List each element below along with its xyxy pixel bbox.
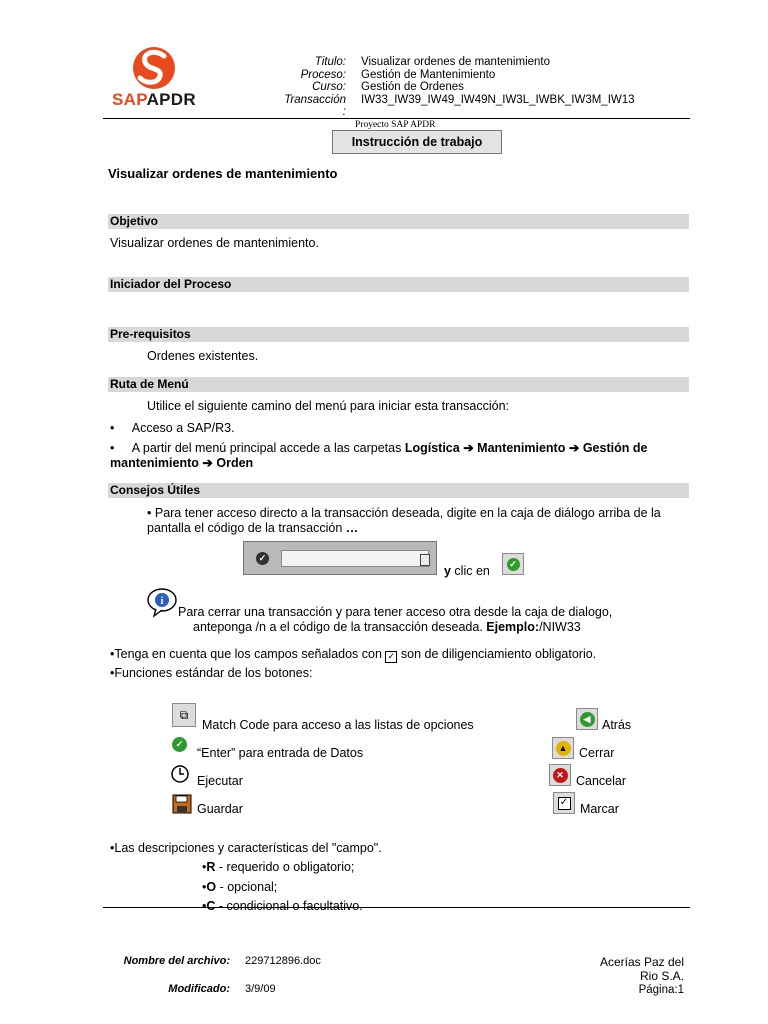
info-line-2: anteponga /n a el código de la transacción deseada. Ejemplo:/NIW33 (193, 620, 581, 634)
info-line-1: Para cerrar una transacción y para tener acceso otra desde la caja de dialogo, (178, 605, 613, 619)
enter-check-icon[interactable]: ✓ (172, 737, 190, 755)
guardar-label: Guardar (197, 802, 243, 816)
section-ruta-heading: Ruta de Menú (108, 377, 689, 392)
section-consejos-heading: Consejos Útiles (108, 483, 689, 498)
campo-o: •O - opcional; (202, 880, 278, 894)
back-arrow-icon[interactable]: ◀ (576, 708, 598, 730)
cancel-x-icon[interactable]: ✕ (549, 764, 571, 786)
company-name: Acerías Paz del Rio S.A. Página:1 (560, 955, 684, 997)
ruta-bullet-1: • Acceso a SAP/R3. (110, 421, 235, 435)
footer-rule (103, 907, 690, 908)
command-field[interactable] (243, 541, 437, 575)
command-input[interactable] (281, 550, 429, 567)
clic-en-text: y clic en (444, 564, 490, 578)
save-disk-icon[interactable] (172, 794, 192, 814)
section-objetivo-heading: Objetivo (108, 214, 689, 229)
campos-intro: •Las descripciones y características del "campo". (110, 841, 382, 855)
check-icon: ✓ (507, 558, 520, 571)
ruta-intro: Utilice el siguiente camino del menú para iniciar esta transacción: (147, 399, 509, 413)
info-bubble-icon (146, 588, 180, 618)
matchcode-label: Match Code para acceso a las listas de opciones (202, 718, 474, 732)
campo-c: •C - condicional o facultativo. (202, 899, 363, 913)
archivo-label: Nombre del archivo: (123, 955, 230, 967)
exit-up-icon[interactable]: ▲ (552, 737, 574, 759)
enter-label: “Enter” para entrada de Datos (197, 746, 364, 760)
archivo-value: 229712896.doc (245, 955, 321, 967)
atras-label: Atrás (602, 718, 632, 732)
enter-button-icon[interactable] (502, 553, 524, 575)
matchcode-icon[interactable]: ⧉ (172, 703, 196, 727)
obligatorio-note: •Tenga en cuenta que los campos señalados con ✓ son de diligenciamiento obligatorio. (110, 647, 597, 661)
header-labels: Titulo: Proceso: Curso: Transacción : (284, 56, 346, 119)
logo-text: SAPAPDR (112, 90, 196, 109)
section-prereq-heading: Pre-requisitos (108, 327, 689, 342)
history-icon (420, 554, 430, 566)
svg-text:i: i (160, 596, 164, 607)
ruta-bullet-2: • A partir del menú principal accede a las carpetas Logística ➔ Mantenimiento ➔ Gestión de mantenimiento ➔ Orden (110, 441, 648, 470)
modificado-label: Modificado: (168, 983, 230, 995)
required-checkbox-icon: ✓ (385, 651, 397, 663)
enter-check-icon: ✓ (256, 552, 269, 565)
objetivo-text: Visualizar ordenes de mantenimiento. (110, 236, 319, 250)
marcar-label: Marcar (580, 802, 619, 816)
instruccion-box: Instrucción de trabajo (332, 130, 502, 154)
header-rule (103, 118, 690, 119)
cancelar-label: Cancelar (576, 774, 627, 788)
header-values: Visualizar ordenes de mantenimiento Gestión de Mantenimiento Gestión de Ordenes IW33_IW39_IW49_IW49N_IW3L_IWBK_IW3M_IW13 (361, 56, 635, 106)
prereq-text: Ordenes existentes. (147, 349, 259, 363)
execute-clock-icon[interactable] (170, 764, 192, 786)
ejecutar-label: Ejecutar (197, 774, 243, 788)
tip-1: • Para tener acceso directo a la transacción deseada, digite en la caja de diálogo arriba de la pantalla el código de la transacción … (147, 506, 661, 535)
proyecto-label: Proyecto SAP APDR (355, 120, 436, 130)
page-number: Página:1 (638, 984, 684, 996)
campo-r: •R - requerido o obligatorio; (202, 860, 355, 874)
checkbox-icon[interactable]: ✓ (553, 792, 575, 814)
section-iniciador-heading: Iniciador del Proceso (108, 277, 689, 292)
modificado-value: 3/9/09 (245, 983, 276, 995)
funciones-intro: •Funciones estándar de los botones: (110, 666, 313, 680)
cerrar-label: Cerrar (579, 746, 615, 760)
document-title: Visualizar ordenes de mantenimiento (108, 166, 338, 181)
